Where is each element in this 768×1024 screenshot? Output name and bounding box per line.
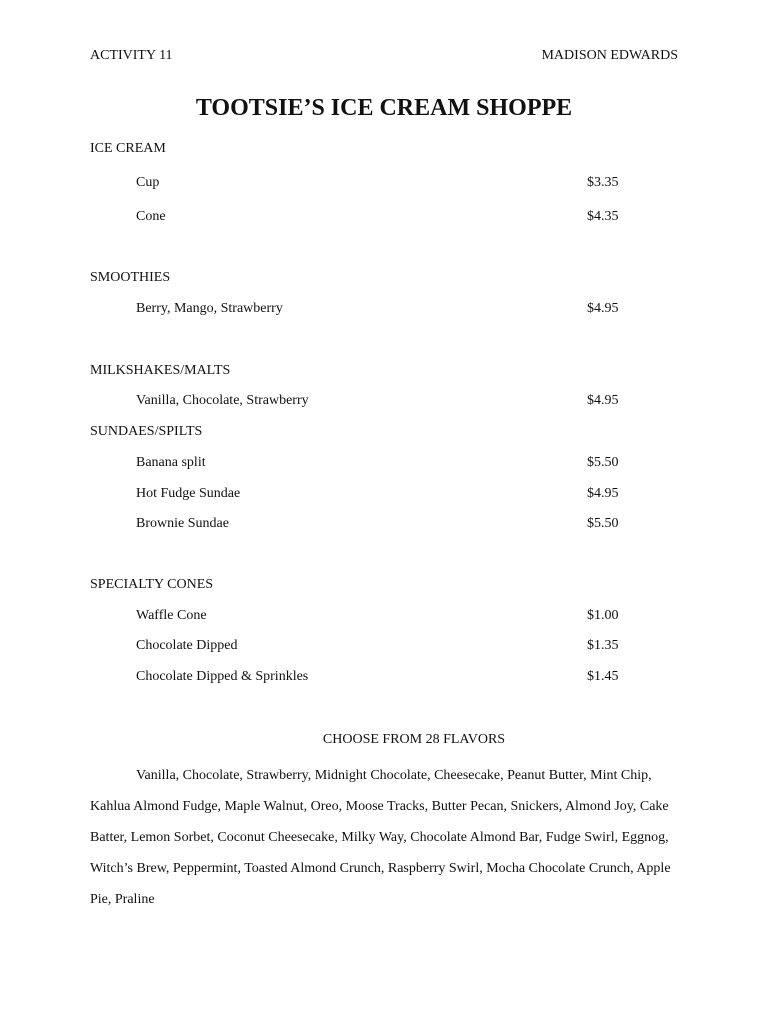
- menu-section-milkshakes: [90, 362, 680, 410]
- author-name: MADISON EDWARDS: [541, 48, 678, 63]
- menu-item: [90, 637, 680, 655]
- menu-item: [90, 485, 680, 503]
- item-price: $1.35: [587, 638, 619, 653]
- section-heading: SUNDAES/SPILTS: [90, 424, 203, 439]
- item-name: Hot Fudge Sundae: [136, 486, 241, 501]
- menu-item: [90, 300, 680, 318]
- menu-item: [90, 454, 680, 472]
- menu-section-ice-cream: [90, 140, 680, 226]
- section-heading: SPECIALTY CONES: [90, 577, 214, 592]
- section-heading: ICE CREAM: [90, 141, 166, 156]
- item-price: $5.50: [587, 516, 619, 531]
- menu: [90, 140, 680, 686]
- item-price: $4.95: [587, 393, 619, 408]
- item-name: Vanilla, Chocolate, Strawberry: [136, 393, 309, 408]
- menu-item: [90, 174, 680, 192]
- flavors-list: Vanilla, Chocolate, Strawberry, Midnight Chocolate, Cheesecake, Peanut Butter, Mint Chip, Kahlua Almond Fudge, Maple Walnut, Oreo, Moose Tracks, Butter Pecan, Snickers, Almond Joy, Cake Batter, Lemon Sorbet, Coconut Cheesecake, Milky Way, Chocolate Almond Bar, Fudge Swirl, Eggnog, Witch’s Brew, Peppermint, Toasted Almond Crunch, Raspberry Swirl, Mocha Chocolate Crunch, Apple Pie, Praline: [90, 768, 671, 907]
- item-name: Chocolate Dipped & Sprinkles: [136, 669, 309, 684]
- item-price: $5.50: [587, 455, 619, 470]
- item-price: $4.95: [587, 486, 619, 501]
- item-price: $1.45: [587, 669, 619, 684]
- menu-item: [90, 208, 680, 226]
- menu-item: [90, 607, 680, 625]
- menu-item: [90, 668, 680, 686]
- item-name: Cup: [136, 175, 160, 190]
- page-title: TOOTSIE’S ICE CREAM SHOPPE: [195, 95, 573, 121]
- item-price: $3.35: [587, 175, 619, 190]
- item-price: $4.35: [587, 209, 619, 224]
- item-name: Berry, Mango, Strawberry: [136, 301, 283, 316]
- item-name: Brownie Sundae: [136, 516, 229, 531]
- item-price: $1.00: [587, 608, 619, 623]
- menu-item: [90, 515, 680, 533]
- item-name: Waffle Cone: [136, 608, 207, 623]
- section-heading: MILKSHAKES/MALTS: [90, 363, 231, 378]
- item-name: Chocolate Dipped: [136, 638, 238, 653]
- item-name: Banana split: [136, 455, 206, 470]
- item-price: $4.95: [587, 301, 619, 316]
- menu-section-specialty-cones: [90, 576, 680, 686]
- menu-item: [90, 392, 680, 410]
- section-heading: SMOOTHIES: [90, 270, 171, 285]
- menu-section-sundaes: [90, 423, 680, 533]
- item-name: Cone: [136, 209, 166, 224]
- flavors-heading: CHOOSE FROM 28 FLAVORS: [322, 732, 506, 747]
- activity-label: ACTIVITY 11: [90, 48, 173, 63]
- menu-section-smoothies: [90, 269, 680, 318]
